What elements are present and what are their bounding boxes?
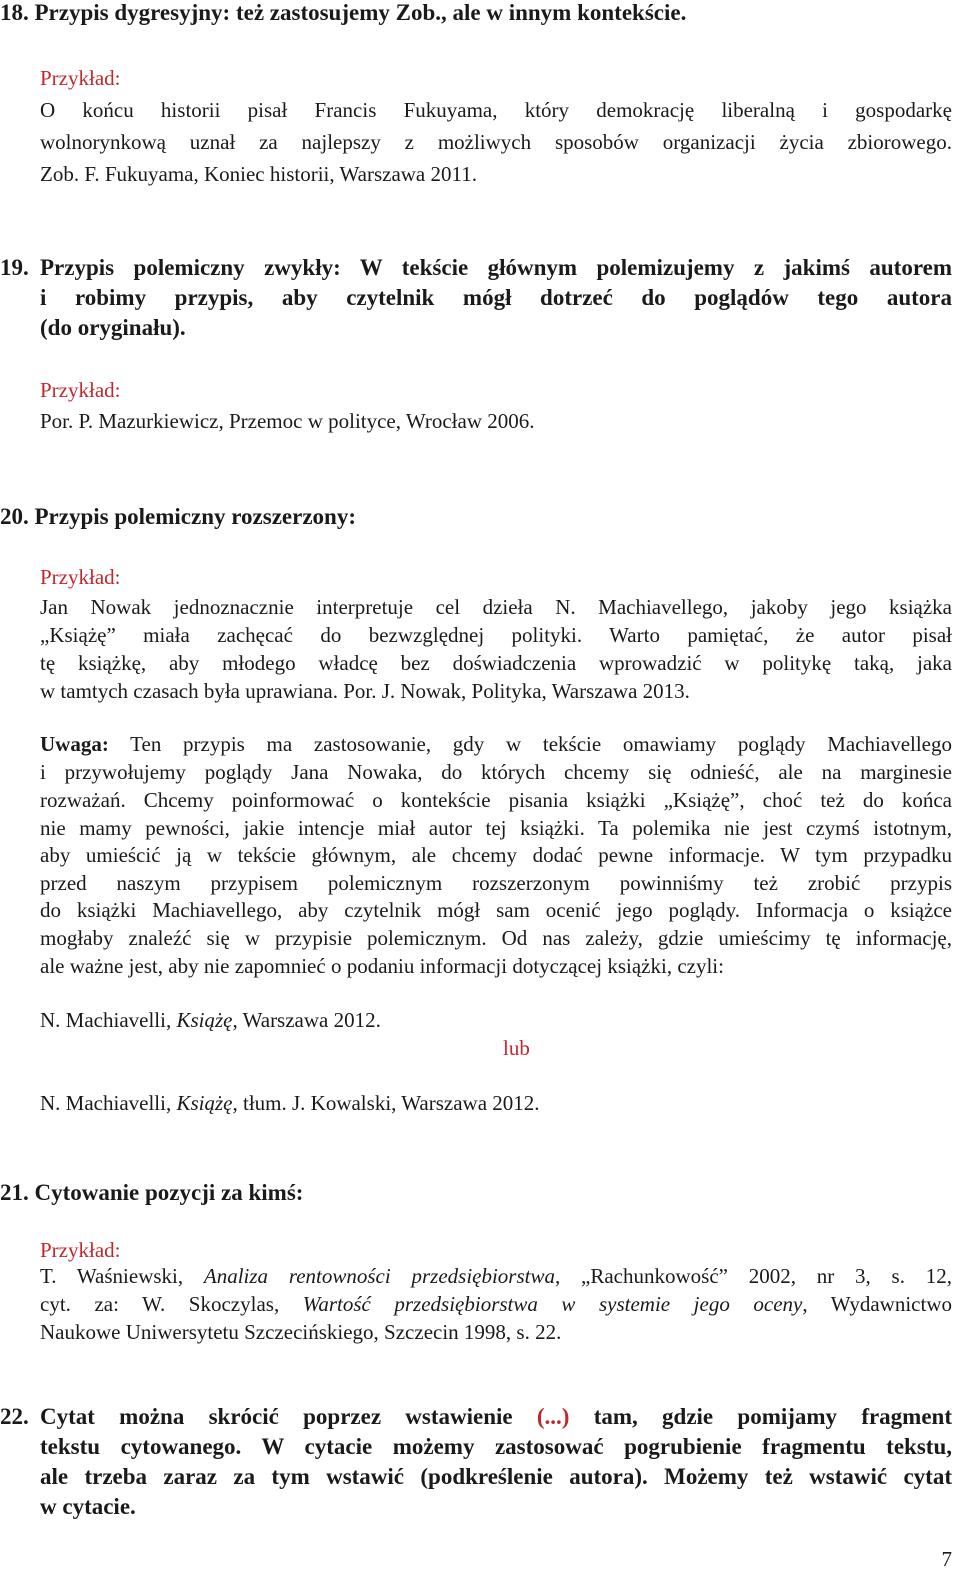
paragraph-line: tę książkę, aby młodego władcę bez doświadczenia wprowadzić w politykę taką, jaka <box>40 651 952 675</box>
note-line: mogłaby znaleźć się w przypisie polemicznym. Od nas zależy, gdzie umieścimy tę informację, <box>40 926 952 950</box>
note-text: Ten przypis ma zastosowanie, gdy w tekście omawiamy poglądy Machiavellego <box>130 732 952 756</box>
ref-author: N. Machiavelli, <box>40 1091 177 1115</box>
citation-line: Naukowe Uniwersytetu Szczecińskiego, Szczecin 1998, s. 22. <box>40 1320 562 1344</box>
citation-details: , Wydawnictwo <box>802 1292 952 1316</box>
section-title-line: (do oryginału). <box>40 315 186 340</box>
section-number: 21. <box>0 1180 29 1205</box>
paragraph-line: Zob. F. Fukuyama, Koniec historii, Warszawa 2011. <box>40 162 477 186</box>
section-20-heading <box>0 502 356 532</box>
citation-author: T. Waśniewski, <box>40 1264 204 1288</box>
citation-title: Analiza rentowności przedsiębiorstwa <box>203 1264 555 1288</box>
citation-author: cyt. za: W. Skoczylas, <box>40 1292 303 1316</box>
section-title-text: Cytat można skrócić poprzez wstawienie <box>40 1404 513 1429</box>
ref-title: Książę <box>176 1091 233 1115</box>
section-title: Przypis polemiczny rozszerzony: <box>34 504 356 529</box>
citation-line <box>40 1262 952 1290</box>
paragraph-line: „Książę” miała zachęcać do bezwzględnej polityki. Warto pamiętać, że autor pisał <box>40 623 952 647</box>
section-number: 20. <box>0 504 29 529</box>
note-line: i przywołujemy poglądy Jana Nowaka, do których chcemy się odnieść, ale na marginesie <box>40 760 952 784</box>
section-title-line: i robimy przypis, aby czytelnik mógł dotrzeć do poglądów tego autora <box>40 285 952 310</box>
section-title-line: Przypis polemiczny zwykły: W tekście głównym polemizujemy z jakimś autorem <box>40 255 952 280</box>
ref-title: Książę <box>176 1008 233 1032</box>
paragraph-line: Por. P. Mazurkiewicz, Przemoc w polityce, Wrocław 2006. <box>40 409 535 433</box>
paragraph-line: wolnorynkową uznał za najlepszy z możliwych sposobów organizacji życia zbiorowego. <box>40 130 952 154</box>
section-number: 19. <box>0 255 29 280</box>
bibliography-reference <box>40 1089 540 1117</box>
note-line: ale ważne jest, aby nie zapomnieć o podaniu informacji dotyczącej książki, czyli: <box>40 954 724 978</box>
example-label: Przykład: <box>40 66 121 90</box>
ellipsis-marker: (...) <box>536 1404 570 1429</box>
citation-details: , „Rachunkowość” 2002, nr 3, s. 12, <box>555 1264 952 1288</box>
or-label: lub <box>503 1036 530 1060</box>
note-line: rozważań. Chcemy poinformować o kontekście pisania książki „Książę”, choć też do końca <box>40 788 952 812</box>
paragraph-line: w tamtych czasach była uprawiana. Por. J. Nowak, Polityka, Warszawa 2013. <box>40 679 690 703</box>
note-line: aby umieścić ją w tekście głównym, ale chcemy dodać pewne informacje. W tym przypadku <box>40 843 952 867</box>
bibliography-reference <box>40 1006 381 1034</box>
citation-line <box>40 1290 952 1318</box>
note-label: Uwaga: <box>40 732 109 756</box>
section-number: 22. <box>0 1404 29 1429</box>
section-title-line: tekstu cytowanego. W cytacie możemy zastosować pogrubienie fragmentu tekstu, <box>40 1434 952 1459</box>
example-label: Przykład: <box>40 565 121 589</box>
section-title-line: ale trzeba zaraz za tym wstawić (podkreślenie autora). Możemy też wstawić cytat <box>40 1464 952 1489</box>
note-line: do książki Machiavellego, aby czytelnik mógł sam ocenić jego poglądy. Informacja o książce <box>40 898 952 922</box>
ref-details: , Warszawa 2012. <box>232 1008 381 1032</box>
section-title-line: w cytacie. <box>40 1494 136 1519</box>
section-number: 18. <box>0 0 29 25</box>
ref-author: N. Machiavelli, <box>40 1008 177 1032</box>
citation-title: Wartość przedsiębiorstwa w systemie jego oceny <box>302 1292 803 1316</box>
note-first-line <box>40 730 952 758</box>
section-title-text: tam, gdzie pomijamy fragment <box>593 1404 953 1429</box>
section-title: Cytowanie pozycji za kimś: <box>34 1180 304 1205</box>
section-title: Przypis dygresyjny: też zastosujemy Zob., ale w innym kontekście. <box>34 0 687 25</box>
paragraph-line: Jan Nowak jednoznacznie interpretuje cel dzieła N. Machiavellego, jakoby jego książka <box>40 595 952 619</box>
section-title-line <box>40 1402 952 1432</box>
section-21-heading <box>0 1178 303 1208</box>
example-label: Przykład: <box>40 1238 121 1262</box>
section-18-heading <box>0 0 952 28</box>
page-number: 7 <box>941 1547 952 1571</box>
example-label: Przykład: <box>40 378 121 402</box>
ref-details: , tłum. J. Kowalski, Warszawa 2012. <box>232 1091 540 1115</box>
note-line: nie mamy pewności, jakie intencje miał autor tej książki. Ta polemika nie jest czymś istotnym, <box>40 816 952 840</box>
note-line: przed naszym przypisem polemicznym rozszerzonym powinniśmy też zrobić przypis <box>40 871 952 895</box>
paragraph-line: O końcu historii pisał Francis Fukuyama, który demokrację liberalną i gospodarkę <box>40 98 952 122</box>
